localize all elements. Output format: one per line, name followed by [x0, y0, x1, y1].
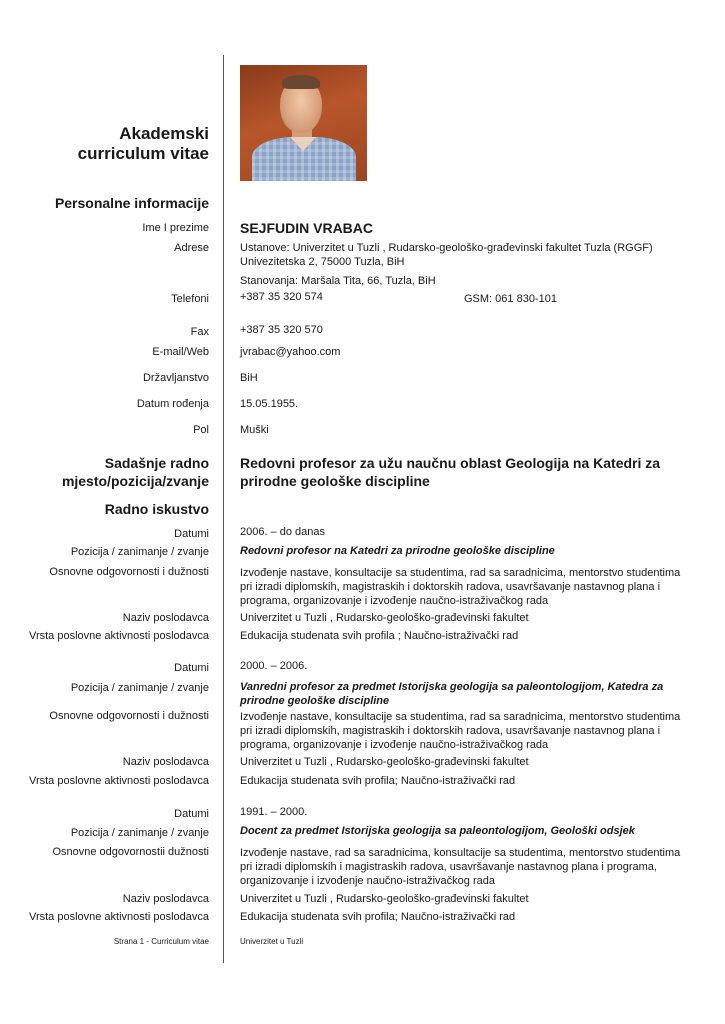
- employer-label: Naziv poslodavca: [122, 756, 209, 768]
- footer-institution: Univerzitet u Tuzli: [240, 937, 304, 946]
- duties-label: Osnovne odgovornosti i dužnosti: [49, 710, 209, 722]
- phone-label: Telefoni: [171, 293, 209, 305]
- profile-photo: [240, 65, 367, 181]
- fax-label: Fax: [190, 326, 209, 338]
- activity-label: Vrsta poslovne aktivnosti poslodavca: [29, 630, 209, 642]
- duties-value: Izvođenje nastave, rad sa saradnicima, konsultacije sa studentima, mentorstvo studentima pri izradi diplomskih i magistraskih radova, usavršavanje nastavnog plana i programa, organizovanje i izvođenje naučno-istraživačkog rada: [240, 847, 681, 887]
- citizenship-value: BiH: [240, 372, 258, 384]
- activity-value: Edukacija studenata svih profila ; Naučno-istraživački rad: [240, 630, 519, 642]
- current-position-value: Redovni profesor za užu naučnu oblast Geologija na Katedri za prirodne geološke discipline: [240, 455, 661, 489]
- activity-value: Edukacija studenata svih profila; Naučno-istraživački rad: [240, 911, 516, 923]
- current-position-label-line1: Sadašnje radno: [104, 455, 209, 471]
- section-work-title: Radno iskustvo: [104, 501, 209, 517]
- cv-title-line1: Akademski: [119, 124, 209, 143]
- position-label: Pozicija / zanimanje / zvanje: [70, 546, 209, 558]
- position-value: Redovni profesor na Katedri za prirodne geološke discipline: [240, 545, 555, 557]
- address-home: Stanovanja: Maršala Tita, 66, Tuzla, BiH: [240, 275, 436, 287]
- birthdate-label: Datum rođenja: [136, 398, 209, 410]
- position-label: Pozicija / zanimanje / zvanje: [70, 827, 209, 839]
- address-institution: Ustanove: Univerzitet u Tuzli , Rudarsko-geološko-građevinski fakultet Tuzla (RGGF) Univezitetska 2, 75000 Tuzla, BiH: [240, 242, 653, 268]
- fax-value: +387 35 320 570: [240, 324, 323, 336]
- date-label: Datumi: [174, 808, 209, 820]
- date-value: 2006. – do danas: [240, 526, 326, 538]
- duties-value: Izvođenje nastave, konsultacije sa studentima, rad sa saradnicima, mentorstvo studentima pri izradi diplomskih, magistraskih i doktorskih radova, usavršavanje nastavnog plana i programa, organizovanje i izvođenje naučno-istraživačkog rada: [240, 711, 681, 751]
- activity-value: Edukacija studenata svih profila; Naučno-istraživački rad: [240, 775, 516, 787]
- employer-value: Univerzitet u Tuzli , Rudarsko-geološko-građevinski fakultet: [240, 612, 529, 624]
- employer-label: Naziv poslodavca: [122, 612, 209, 624]
- column-divider: [223, 55, 224, 963]
- section-personal-title: Personalne informacije: [54, 195, 209, 211]
- position-value: Docent za predmet Istorijska geologija sa paleontologijom, Geološki odsjek: [240, 825, 635, 837]
- address-label: Adrese: [174, 242, 209, 254]
- email-label: E-mail/Web: [152, 346, 209, 358]
- employer-value: Univerzitet u Tuzli , Rudarsko-geološko-građevinski fakultet: [240, 893, 529, 905]
- sex-value: Muški: [240, 424, 269, 436]
- footer-page: Strana 1 - Curriculum vitae: [113, 937, 209, 946]
- date-value: 1991. – 2000.: [240, 806, 308, 818]
- position-label: Pozicija / zanimanje / zvanje: [70, 682, 209, 694]
- date-label: Datumi: [174, 662, 209, 674]
- name-label: Ime I prezime: [142, 222, 209, 234]
- date-value: 2000. – 2006.: [240, 660, 308, 672]
- activity-label: Vrsta poslovne aktivnosti poslodavca: [29, 911, 209, 923]
- activity-label: Vrsta poslovne aktivnosti poslodavca: [29, 775, 209, 787]
- gsm-value: GSM: 061 830-101: [464, 293, 557, 305]
- current-position-label-line2: mjesto/pozicija/zvanje: [61, 473, 209, 489]
- full-name: SEJFUDIN VRABAC: [240, 220, 374, 236]
- employer-value: Univerzitet u Tuzli , Rudarsko-geološko-građevinski fakultet: [240, 756, 529, 768]
- date-label: Datumi: [174, 528, 209, 540]
- email-value: jvrabac@yahoo.com: [240, 346, 341, 358]
- employer-label: Naziv poslodavca: [122, 893, 209, 905]
- cv-title-line2: curriculum vitae: [77, 144, 209, 163]
- duties-label: Osnovne odgovornostii dužnosti: [52, 846, 209, 858]
- birthdate-value: 15.05.1955.: [240, 398, 299, 410]
- duties-value: Izvođenje nastave, konsultacije sa studentima, rad sa saradnicima, mentorstvo studentima pri izradi diplomskih, magistraskih i doktorskih radova, usavršavanje nastavnog plana i programa, organizovanje i izvođenje naučno-istraživačkog rada: [240, 567, 681, 607]
- current-position-label: [62, 454, 209, 490]
- sex-label: Pol: [193, 424, 209, 436]
- position-value: Vanredni profesor za predmet Istorijska geologija sa paleontologijom, Katedra za prirodne geološke discipline: [240, 681, 664, 707]
- duties-label: Osnovne odgovornosti i dužnosti: [49, 566, 209, 578]
- citizenship-label: Državljanstvo: [142, 372, 209, 384]
- cv-title: [78, 124, 209, 164]
- phone-value: +387 35 320 574: [240, 291, 323, 303]
